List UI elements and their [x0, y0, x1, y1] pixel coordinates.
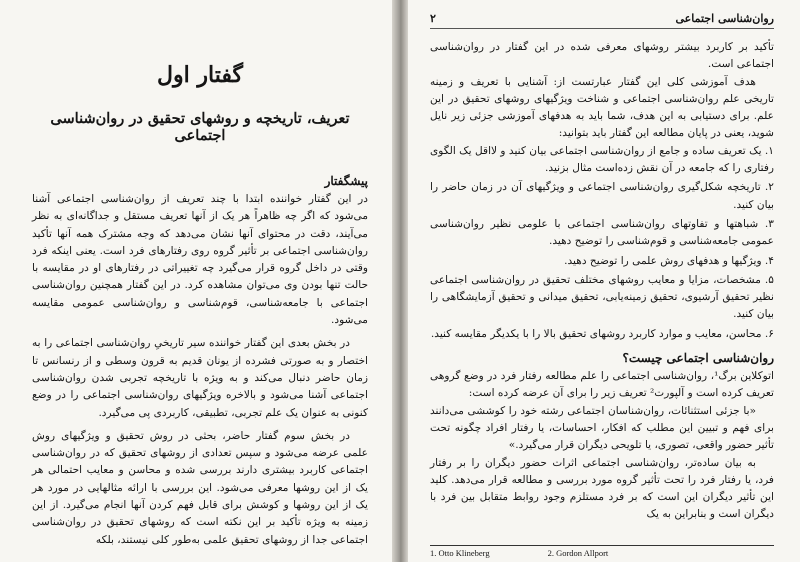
objective-item: ۳. شباهتها و تفاوتهای روان‌شناسی اجتماعی با علومی نظیر روان‌شناسی عمومی جامعه‌شناسی و قوم‌شناسی را توضیح دهید. — [430, 217, 774, 248]
chapter-title: تعریف، تاریخچه و روشهای تحقیق در روان‌شناسی اجتماعی — [50, 110, 350, 144]
left-page — [0, 0, 392, 562]
footnotes — [430, 545, 774, 558]
right-page — [408, 0, 800, 562]
section-heading: روان‌شناسی اجتماعی چیست؟ — [622, 351, 774, 366]
section-paragraph-1: اتوکلاین برگ¹، روان‌شناسی اجتماعی را علم مطالعه رفتار فرد در وضع گروهی تعریف کرده است و آلپورت² تعریف زیر را برای آن عرضه کرده است: — [430, 370, 774, 400]
objectives-list — [430, 143, 774, 343]
objective-item: ۶. محاسن، معایب و موارد کاربرد روشهای تحقیق بالا را با یکدیگر مقایسه کنید. — [430, 327, 774, 340]
page-number: ۲ — [430, 12, 436, 25]
book-gutter — [392, 0, 408, 562]
running-head-title: روان‌شناسی اجتماعی — [675, 12, 774, 25]
running-header — [430, 12, 774, 29]
objective-item: ۲. تاریخچه شکل‌گیری روان‌شناسی اجتماعی و ویژگیهای آن در زمان حاضر را بیان کنید. — [430, 181, 774, 211]
goal-paragraph: هدف آموزشی کلی این گفتار عبارتست از: آشنایی با تعریف و زمینه تاریخی علم روان‌شناسی اجتماعی و شناخت ویژگیهای روشهای تحقیق در این علم. برای دستیابی به این هدف، شما باید به هدفهای آموزشی جزئی زیر نایل شوید، یعنی در پایان مطالعه این گفتار باید بتوانید: — [430, 75, 774, 140]
intro-paragraph: تأکید بر کاربرد بیشتر روشهای معرفی شده در این گفتار در روان‌شناسی اجتماعی است. — [430, 41, 774, 71]
preface-heading: پیشگفتار — [324, 174, 368, 188]
preface-paragraph-1: در این گفتار خواننده ابتدا با چند تعریف از روان‌شناسی اجتماعی آشنا می‌شود که اگر چه ظاهراً هر یک از آنها تعریف مستقل و جداگانه‌ای به نظر می‌آیند، دقت در محتوای آنها نشان می‌دهد که وجه مشترک همه آنها تأکید روان‌شناسی اجتماعی بر تأثیر گروه روی رفتارهای فرد است. یعنی اینکه فرد وقتی در داخل گروه قرار می‌گیرد چه تغییراتی در رفتارهای او در مقایسه با حالت تنها بودن وی می‌توان مشاهده کرد. در این گفتار همچنین روان‌شناسی اجتماعی با جامعه‌شناسی، قوم‌شناسی و روان‌شناسی عمومی مقایسه می‌شود. — [32, 193, 368, 327]
section-quote: «با جزئی استثنائات، روان‌شناسان اجتماعی رشته خود را کوششی می‌دانند برای فهم و تبیین این مطلب که افکار، احساسات، یا رفتار افراد چگونه تحت تأثیر حضور واقعی، تصوری، یا تلویحی دیگران قرار می‌گیرد.» — [430, 404, 774, 452]
chapter-heading: گفتار اول — [157, 62, 243, 88]
footnote-2: 2. Gordon Allport — [547, 548, 609, 558]
objective-item: ۴. ویژگیها و هدفهای روش علمی را توضیح دهید. — [564, 254, 774, 267]
objective-item: ۵. مشخصات، مزایا و معایب روشهای مختلف تحقیق در روان‌شناسی اجتماعی نظیر تحقیق آرشیوی، تحقیق زمینه‌یابی، تحقیق میدانی و تحقیق آزمایشگاهی را بیان کنید. — [430, 273, 774, 321]
preface-paragraph-3: در بخش سوم گفتار حاضر، بحثی در روش تحقیق و ویژگیهای روش علمی عرضه می‌شود و سپس تعدادی از روشهای تحقیق که در روان‌شناسی اجتماعی کاربرد بیشتری دارند بررسی شده و محاسن و معایب احتمالی هر یک از این روشها معرفی می‌شود. این بررسی با ارائه مثالهایی در مورد هر یک از این روشها و کوشش برای قابل فهم کردن آنها انجام می‌گیرد. از این زمینه به ویژه تأکید بر این نکته است که روشهای تحقیق در روان‌شناسی اجتماعی جدا از روشهای تحقیق علمی به‌طور کلی نیستند، بلکه — [32, 429, 368, 546]
section-paragraph-3: به بیان ساده‌تر، روان‌شناسی اجتماعی اثرات حضور دیگران را بر رفتار فرد، یا رفتار فرد را تحت تأثیر گروه مورد بررسی و مطالعه قرار می‌دهد. کلید این تأثیر دیگران این است که بر فرد مستلزم وجود روابط متقابل بین فرد با دیگران است و بنابراین به یک — [430, 456, 774, 521]
footnote-1: 1. Otto Klineberg — [430, 548, 490, 558]
objective-item: ۱. یک تعریف ساده و جامع از روان‌شناسی اجتماعی بیان کنید و لااقل یک الگوی رفتاری را که جامعه در آن نقش زده‌است مثال بزنید. — [430, 144, 774, 175]
preface-paragraph-2: در بخش بعدی این گفتار خواننده سیر تاریخیِ روان‌شناسی اجتماعی را به اختصار و به صورتی فشرده از یونان قدیم به قرون وسطی و از رنسانس تا زمان حاضر دنبال می‌کند و به ویژه با تاریخچه تجربی شدن روان‌شناسی اجتماعی آشنا می‌شود و بالاخره ویژگیهای روان‌شناسی اجتماعی را در وضع کنونی به عنوان یک علم تجربی، تطبیقی، کاربردی پی می‌گیرد. — [32, 337, 368, 419]
